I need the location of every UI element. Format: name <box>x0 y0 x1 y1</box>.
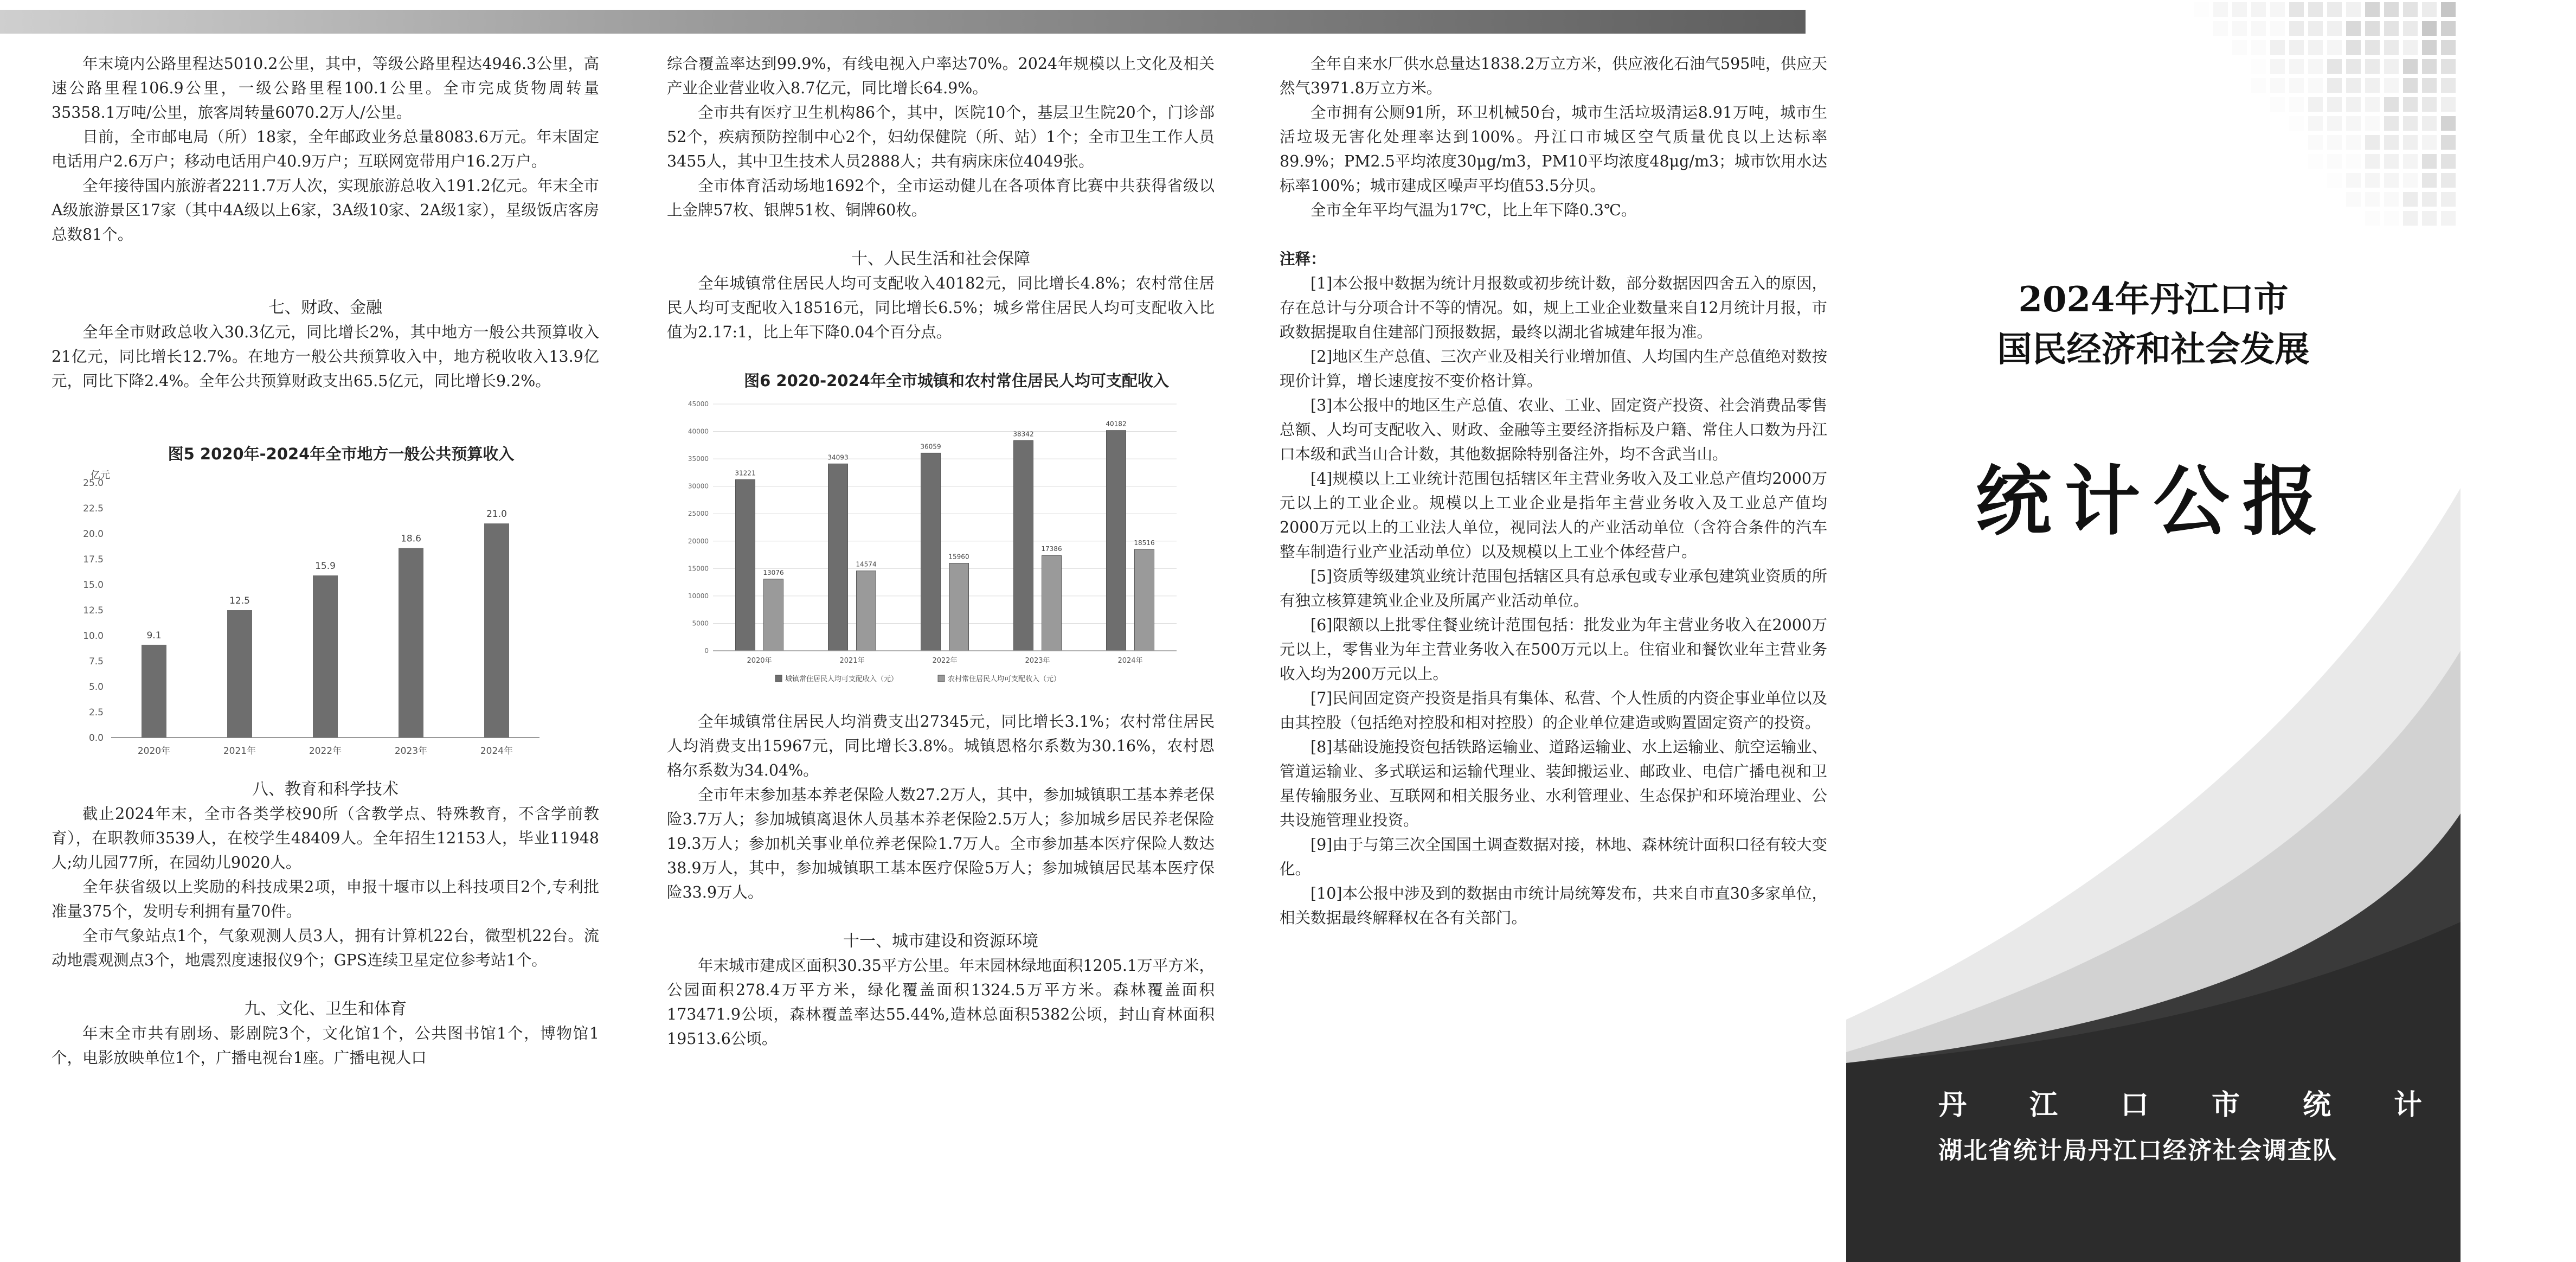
para-schools: 截止2024年末，全市各类学校90所（含教学点、特殊教育，不含学前教育），在职教师3539人，在校学生48409人。全年招生12153人，毕业11948人;幼儿园77所，在园幼儿9020人。 <box>52 805 599 872</box>
fig6-bar <box>921 453 941 651</box>
fig6-bar <box>828 464 848 651</box>
header-gradient-bar <box>0 10 1806 34</box>
fig6-bar <box>1107 431 1126 651</box>
para-weather: 全市气象站点1个，气象观测人员3人，拥有计算机22台，微型机22台。流动地震观测点3个，地震烈度速报仪9个；GPS连续卫星定位参考站1个。 <box>52 927 599 969</box>
para-income: 全年城镇常住居民人均可支配收入40182元，同比增长4.8%；农村常住居民人均可支配收入18516元，同比增长6.5%；城乡常住居民人均可支配收入比值为2.17:1，比上年下降0.04个百分点。 <box>667 274 1215 341</box>
cover-panel <box>1846 0 2576 1262</box>
publisher-bureau: 丹江口市统计局 <box>1938 1089 2576 1122</box>
fig6-bar <box>1014 440 1033 651</box>
para-tourism: 全年接待国内旅游者2211.7万人次，实现旅游总收入191.2亿元。年末全市A级旅游景区17家（其中4A级以上6家，3A级10家、2A级1家），星级饭店客房总数81个。 <box>52 177 599 244</box>
cover-main-title: 统计公报 <box>1975 457 2331 546</box>
fig6-bar <box>1042 555 1062 651</box>
fig5-bar <box>227 610 252 738</box>
column-3 <box>1280 52 1827 930</box>
fig6-ytick: 10000 <box>688 592 709 600</box>
note-3: [3]本公报中的地区生产总值、农业、工业、固定资产投资、社会消费品零售总额、人均可支配收入、财政、金融等主要经济指标及户籍、常住人口数为丹江口本级和武当山合计数，其他数据除特别备注外，均不含武当山。 <box>1280 396 1827 463</box>
para-urban: 年末城市建成区面积30.35平方公里。年末园林绿地面积1205.1万平方米，公园面积278.4万平方米，绿化覆盖面积1324.5万平方米。森林覆盖面积173471.9公顷，森林覆盖率达55.44%,造林总面积5382公顷，封山育林面积19513.6公顷。 <box>667 957 1215 1048</box>
fig5-xtick: 2023年 <box>394 746 428 757</box>
fig6-value-label: 18516 <box>1134 539 1155 547</box>
section-heading-livelihood: 十、人民生活和社会保障 <box>851 249 1030 268</box>
fig5-bar <box>484 523 509 738</box>
para-science: 全年获省级以上奖励的科技成果2项，申报十堰市以上科技项目2个,专利批准量375个，发明专利拥有量70件。 <box>52 878 599 920</box>
para-culture: 年末全市共有剧场、影剧院3个，文化馆1个，公共图书馆1个，博物馆1个，电影放映单位1个，广播电视台1座。广播电视人口 <box>52 1024 599 1067</box>
fig5-xtick: 2020年 <box>137 746 171 757</box>
publisher-survey-team: 湖北省统计局丹江口经济社会调查队 <box>1938 1137 2337 1164</box>
column-2 <box>667 52 1215 1051</box>
note-7: [7]民间固定资产投资是指具有集体、私营、个人性质的内资企事业单位以及由其控股（包括绝对控股和相对控股）的企业单位建造或购置固定资产的投资。 <box>1280 689 1827 732</box>
fig6-legend-label: 农村常住居民人均可支配收入（元） <box>948 675 1061 683</box>
fig5-ytick: 25.0 <box>83 478 104 489</box>
fig6-xtick: 2021年 <box>839 657 865 665</box>
figure6-chart <box>667 393 1215 702</box>
fig6-legend-swatch <box>938 675 945 682</box>
fig5-value-label: 9.1 <box>146 630 162 641</box>
fig6-ytick: 45000 <box>688 400 709 408</box>
fig6-bar <box>1135 549 1154 651</box>
fig6-bar <box>857 571 876 651</box>
note-4: [4]规模以上工业统计范围包括辖区年主营业务收入及工业总产值均2000万元以上的工业企业。规模以上工业企业是指年主营业务收入及工业总产值均2000万元以上的工业法人单位，视同法人的产业活动单位（含符合条件的汽车整车制造行业产业活动单位）以及规模以上工业个体经营户。 <box>1280 470 1827 561</box>
note-5: [5]资质等级建筑业统计范围包括辖区具有总承包或专业承包建筑业资质的所有独立核算建筑业企业及所属产业活动单位。 <box>1280 567 1827 610</box>
figure5-caption: 图5 2020年-2024年全市地方一般公共预算收入 <box>168 445 515 463</box>
note-2: [2]地区生产总值、三次产业及相关行业增加值、人均国内生产总值绝对数按现价计算，增长速度按不变价格计算。 <box>1280 348 1827 390</box>
para-health: 全市共有医疗卫生机构86个，其中，医院10个，基层卫生院20个，门诊部52个，疾病预防控制中心2个，妇幼保健院（所、站）1个；全市卫生工作人员3455人，其中卫生技术人员2888人；共有病床床位4049张。 <box>667 104 1215 170</box>
decorative-wave <box>1846 0 2576 1262</box>
fig6-ytick: 25000 <box>688 510 709 518</box>
column-1 <box>52 52 599 1070</box>
note-1: [1]本公报中数据为统计月报数或初步统计数，部分数据因四舍五入的原因，存在总计与分项合计不等的情况。如，规上工业企业数量来自12月统计月报，市政数据提取自住建部门预报数据，最终以湖北省城建年报为准。 <box>1280 274 1827 341</box>
fig6-value-label: 38342 <box>1013 430 1034 438</box>
fig6-xtick: 2020年 <box>747 657 772 665</box>
fig6-ytick: 35000 <box>688 455 709 463</box>
fig6-xtick: 2023年 <box>1025 657 1050 665</box>
fig5-ytick: 10.0 <box>83 631 104 642</box>
fig6-legend-label: 城镇常住居民人均可支配收入（元） <box>785 675 898 683</box>
note-8: [8]基础设施投资包括铁路运输业、道路运输业、水上运输业、航空运输业、管道运输业、多式联运和运输代理业、装卸搬运业、邮政业、电信广播电视和卫星传输服务业、互联网和相关服务业、水利管理业、生态保护和环境治理业、公共设施管理业投资。 <box>1280 738 1827 829</box>
fig5-bar <box>142 645 166 738</box>
fig5-bar <box>399 548 423 738</box>
fig5-ytick: 20.0 <box>83 529 104 540</box>
notes-heading: 注释： <box>1280 249 1326 268</box>
fig6-xtick: 2022年 <box>932 657 958 665</box>
para-post: 目前，全市邮电局（所）18家，全年邮政业务总量8083.6万元。年末固定电话用户2.6万户；移动电话用户40.9万户；互联网宽带用户16.2万户。 <box>52 128 599 170</box>
fig6-ytick: 30000 <box>688 482 709 490</box>
note-9: [9]由于与第三次全国国土调查数据对接，林地、森林统计面积口径有较大变化。 <box>1280 836 1827 878</box>
fig5-ytick: 12.5 <box>83 605 104 616</box>
fig5-value-label: 21.0 <box>486 509 507 520</box>
fig5-ytick: 22.5 <box>83 503 104 514</box>
note-6: [6]限额以上批零住餐业统计范围包括：批发业为年主营业务收入在2000万元以上，零售业为年主营业务收入在500万元以上。住宿业和餐饮业年主营业务收入均为200万元以上。 <box>1280 616 1827 683</box>
para-insurance: 全市年末参加基本养老保险人数27.2万人，其中，参加城镇职工基本养老保险3.7万人；参加城镇离退休人员基本养老保险2.5万人；参加城乡居民养老保险19.3万人；参加机关事业单位养老保险1.7万人。全市参加基本医疗保险人数达38.9万人，其中，参加城镇职工基本医疗保险5万人；参加城镇居民基本医疗保险33.9万人。 <box>667 786 1215 901</box>
fig5-ytick: 2.5 <box>88 707 104 718</box>
fig6-ytick: 40000 <box>688 427 709 435</box>
fig5-xtick: 2024年 <box>480 746 513 757</box>
fig5-value-label: 15.9 <box>315 561 336 572</box>
fig6-ytick: 0 <box>704 647 709 655</box>
fig6-value-label: 34093 <box>827 453 849 462</box>
fig5-value-label: 18.6 <box>401 533 421 544</box>
figure5-chart <box>52 466 599 770</box>
para-consumption: 全年城镇常住居民人均消费支出27345元，同比增长3.1%；农村常住居民人均消费支出15967元，同比增长3.8%。城镇恩格尔系数为30.16%，农村恩格尔系数为34.04%。 <box>667 713 1215 779</box>
fig6-legend-swatch <box>775 675 782 682</box>
fig6-value-label: 31221 <box>735 469 756 477</box>
fig6-ytick: 5000 <box>692 619 709 627</box>
section-heading-culture: 九、文化、卫生和体育 <box>244 1000 407 1018</box>
fig6-value-label: 40182 <box>1106 420 1127 428</box>
para-sports: 全市体育活动场地1692个，全市运动健儿在各项体育比赛中共获得省级以上金牌57枚、银牌51枚、铜牌60枚。 <box>667 177 1215 219</box>
fig6-xtick: 2024年 <box>1117 657 1143 665</box>
fig5-bar <box>313 575 338 738</box>
section-heading-finance: 七、财政、金融 <box>268 298 382 317</box>
para-tv-coverage: 综合覆盖率达到99.9%，有线电视入户率达70%。2024年规模以上文化及相关产业企业营业收入8.7亿元，同比增长64.9%。 <box>667 55 1215 97</box>
fig5-xtick: 2022年 <box>309 746 342 757</box>
cover-title-line1: 2024年丹江口市 <box>2018 279 2289 320</box>
fig5-ytick: 7.5 <box>88 656 104 667</box>
note-10: [10]本公报中涉及到的数据由市统计局统筹发布，共来自市直30多家单位，相关数据最终解释权在各有关部门。 <box>1280 885 1827 927</box>
fig5-ytick: 15.0 <box>83 580 104 591</box>
fig6-value-label: 36059 <box>920 443 941 451</box>
para-environment: 全市拥有公厕91所，环卫机械50台，城市生活垃圾清运8.91万吨，城市生活垃圾无害化处理率达到100%。丹江口市城区空气质量优良以上达标率89.9%；PM2.5平均浓度30μg/m3，PM10平均浓度48μg/m3；城市饮用水达标率100%；城市建成区噪声平均值53.5分贝。 <box>1280 104 1827 195</box>
section-heading-education: 八、教育和科学技术 <box>252 780 399 799</box>
fig6-value-label: 17386 <box>1041 545 1062 553</box>
fig6-bar <box>949 563 969 651</box>
fig6-ytick: 15000 <box>688 565 709 573</box>
fig5-ytick: 0.0 <box>88 733 104 744</box>
fig5-ylabel: 亿元 <box>91 470 110 481</box>
fig6-value-label: 15960 <box>948 553 969 561</box>
fig5-ytick: 17.5 <box>83 554 104 565</box>
cover-title-line2: 国民经济和社会发展 <box>1997 329 2310 370</box>
para-highway: 年末境内公路里程达5010.2公里，其中，等级公路里程达4946.3公里，高速公路里程106.9公里，一级公路里程100.1公里。全市完成货物周转量35358.1万吨/公里，旅客周转量6070.2万人/公里。 <box>52 55 599 121</box>
para-water: 全年自来水厂供水总量达1838.2万立方米，供应液化石油气595吨，供应天然气3971.8万立方米。 <box>1280 55 1827 97</box>
para-temperature: 全市全年平均气温为17℃，比上年下降0.3℃。 <box>1311 201 1637 219</box>
fig5-xtick: 2021年 <box>223 746 256 757</box>
fig6-ytick: 20000 <box>688 537 709 545</box>
fig5-ytick: 5.0 <box>88 682 104 693</box>
fig6-bar <box>764 579 783 651</box>
section-heading-urban: 十一、城市建设和资源环境 <box>843 932 1038 951</box>
fig5-value-label: 12.5 <box>229 595 250 606</box>
fig6-bar <box>736 479 755 651</box>
fig6-value-label: 14574 <box>856 560 877 568</box>
figure6-caption: 图6 2020-2024年全市城镇和农村常住居民人均可支配收入 <box>744 371 1169 390</box>
para-finance: 全年全市财政总收入30.3亿元，同比增长2%，其中地方一般公共预算收入21亿元，同比增长12.7%。在地方一般公共预算收入中，地方税收收入13.9亿元，同比下降2.4%。全年公共预算财政支出65.5亿元，同比增长9.2%。 <box>52 323 599 390</box>
fig6-value-label: 13076 <box>763 568 784 576</box>
